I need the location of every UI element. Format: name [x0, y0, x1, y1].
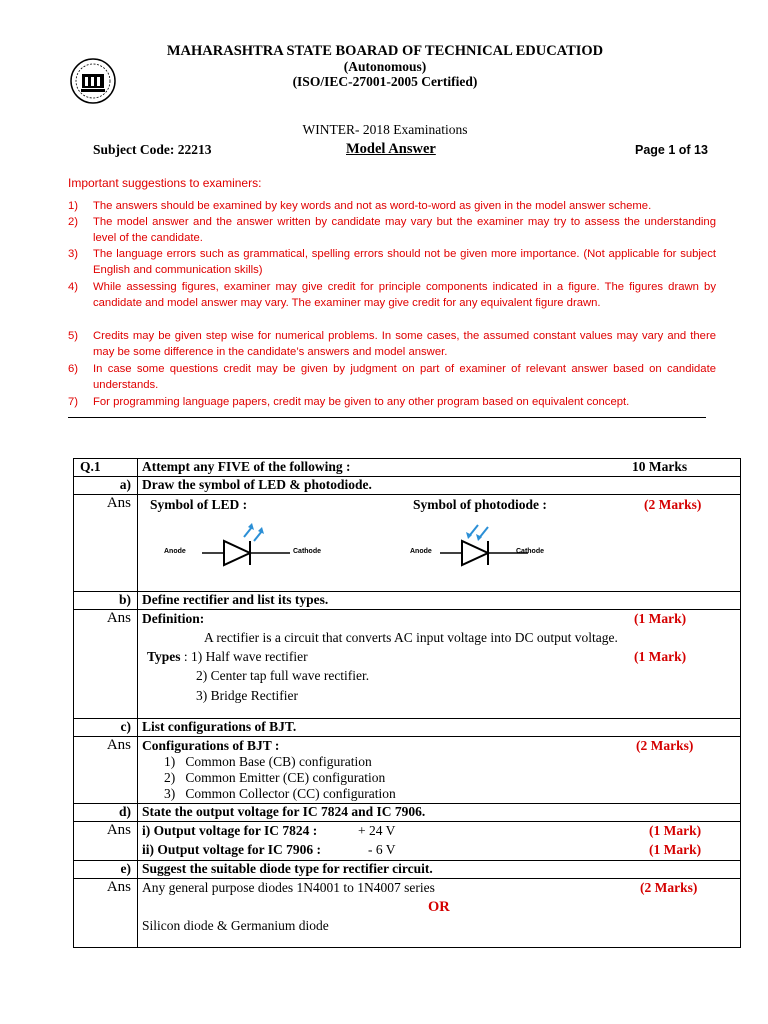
qa-label: a)	[74, 477, 138, 495]
qc-answer-cell	[138, 737, 741, 804]
led-label: Symbol of LED :	[150, 497, 248, 512]
autonomous-label: (Autonomous)	[343, 59, 427, 74]
bjt-item-2: 2) Common Emitter (CE) configuration	[164, 770, 386, 785]
types-label: Types	[147, 649, 181, 664]
ic7824-label: i) Output voltage for IC 7824 :	[142, 823, 318, 838]
qd-answer-cell	[138, 822, 741, 861]
definition-label: Definition:	[142, 611, 205, 626]
q1-title-cell	[138, 459, 741, 477]
ic7906-label: ii) Output voltage for IC 7906 :	[142, 842, 321, 857]
suggestions-title: Important suggestions to examiners:	[68, 176, 262, 190]
ic7824-value: + 24 V	[358, 823, 396, 838]
qe-row	[74, 861, 741, 879]
divider	[68, 417, 706, 418]
qc-ans-label: Ans	[74, 737, 138, 804]
qe-or: OR	[428, 899, 450, 915]
led-anode: Anode	[164, 548, 186, 555]
model-answer-title: Model Answer	[346, 141, 436, 157]
qd-ans-label: Ans	[74, 822, 138, 861]
qd-answer-row	[74, 822, 741, 861]
qa-marks: (2 Marks)	[644, 497, 702, 512]
certified-label: (ISO/IEC-27001-2005 Certified)	[292, 74, 478, 89]
q1-header-row	[74, 459, 741, 477]
ic7906-value: - 6 V	[368, 842, 396, 857]
definition-marks: (1 Mark)	[634, 611, 687, 626]
qe-line-1: Any general purpose diodes 1N4001 to 1N4007 series	[142, 880, 435, 895]
q1-title: Attempt any FIVE of the following :	[142, 459, 351, 474]
led-symbol	[164, 513, 344, 573]
qe-line-2: Silicon diode & Germanium diode	[142, 918, 329, 933]
qd-label: d)	[74, 804, 138, 822]
photodiode-cathode: Cathode	[516, 548, 544, 555]
qe-answer-cell	[138, 879, 741, 948]
qa-question: Draw the symbol of LED & photodiode.	[138, 477, 741, 495]
bjt-item-3: 3) Common Collector (CC) configuration	[164, 786, 396, 801]
ic7824-marks: (1 Mark)	[649, 823, 702, 838]
page-number: Page 1 of 13	[635, 143, 708, 157]
qb-row	[74, 592, 741, 610]
qc-row	[74, 719, 741, 737]
photodiode-label: Symbol of photodiode :	[413, 497, 547, 512]
board-title: MAHARASHTRA STATE BOARAD OF TECHNICAL EDUCATIOD	[166, 43, 604, 59]
type-1: : 1) Half wave rectifier	[183, 649, 308, 664]
qb-ans-label: Ans	[74, 610, 138, 719]
bjt-item-1: 1) Common Base (CB) configuration	[164, 754, 372, 769]
qa-row	[74, 477, 741, 495]
qd-row	[74, 804, 741, 822]
qc-label: c)	[74, 719, 138, 737]
ic7906-marks: (1 Mark)	[649, 842, 702, 857]
msbte-logo	[68, 56, 118, 106]
type-3: 3) Bridge Rectifier	[196, 688, 298, 703]
definition-text: A rectifier is a circuit that converts AC input voltage into DC output voltage.	[204, 630, 618, 645]
qa-answer-cell	[138, 495, 741, 592]
question-table	[73, 458, 741, 948]
exam-title: WINTER- 2018 Examinations	[302, 122, 468, 137]
qe-label: e)	[74, 861, 138, 879]
subject-code: Subject Code: 22213	[93, 142, 212, 157]
bjt-heading: Configurations of BJT :	[142, 738, 280, 753]
type-2: 2) Center tap full wave rectifier.	[196, 668, 370, 683]
photodiode-anode: Anode	[410, 548, 432, 555]
q1-marks: 10 Marks	[632, 459, 688, 474]
qe-question: Suggest the suitable diode type for rectifier circuit.	[138, 861, 741, 879]
qc-question: List configurations of BJT.	[138, 719, 741, 737]
led-cathode: Cathode	[293, 548, 321, 555]
qe-ans-label: Ans	[74, 879, 138, 948]
photodiode-symbol	[408, 513, 588, 573]
qb-answer-cell	[138, 610, 741, 719]
qc-answer-row	[74, 737, 741, 804]
qa-answer-row	[74, 495, 741, 592]
qe-answer-row	[74, 879, 741, 948]
qb-answer-row	[74, 610, 741, 719]
qe-marks: (2 Marks)	[640, 880, 698, 895]
qc-marks: (2 Marks)	[636, 738, 694, 753]
q1-label: Q.1	[74, 459, 138, 477]
qb-question: Define rectifier and list its types.	[138, 592, 741, 610]
qb-label: b)	[74, 592, 138, 610]
qd-question: State the output voltage for IC 7824 and IC 7906.	[138, 804, 741, 822]
qa-ans-label: Ans	[74, 495, 138, 592]
types-marks: (1 Mark)	[634, 649, 687, 664]
